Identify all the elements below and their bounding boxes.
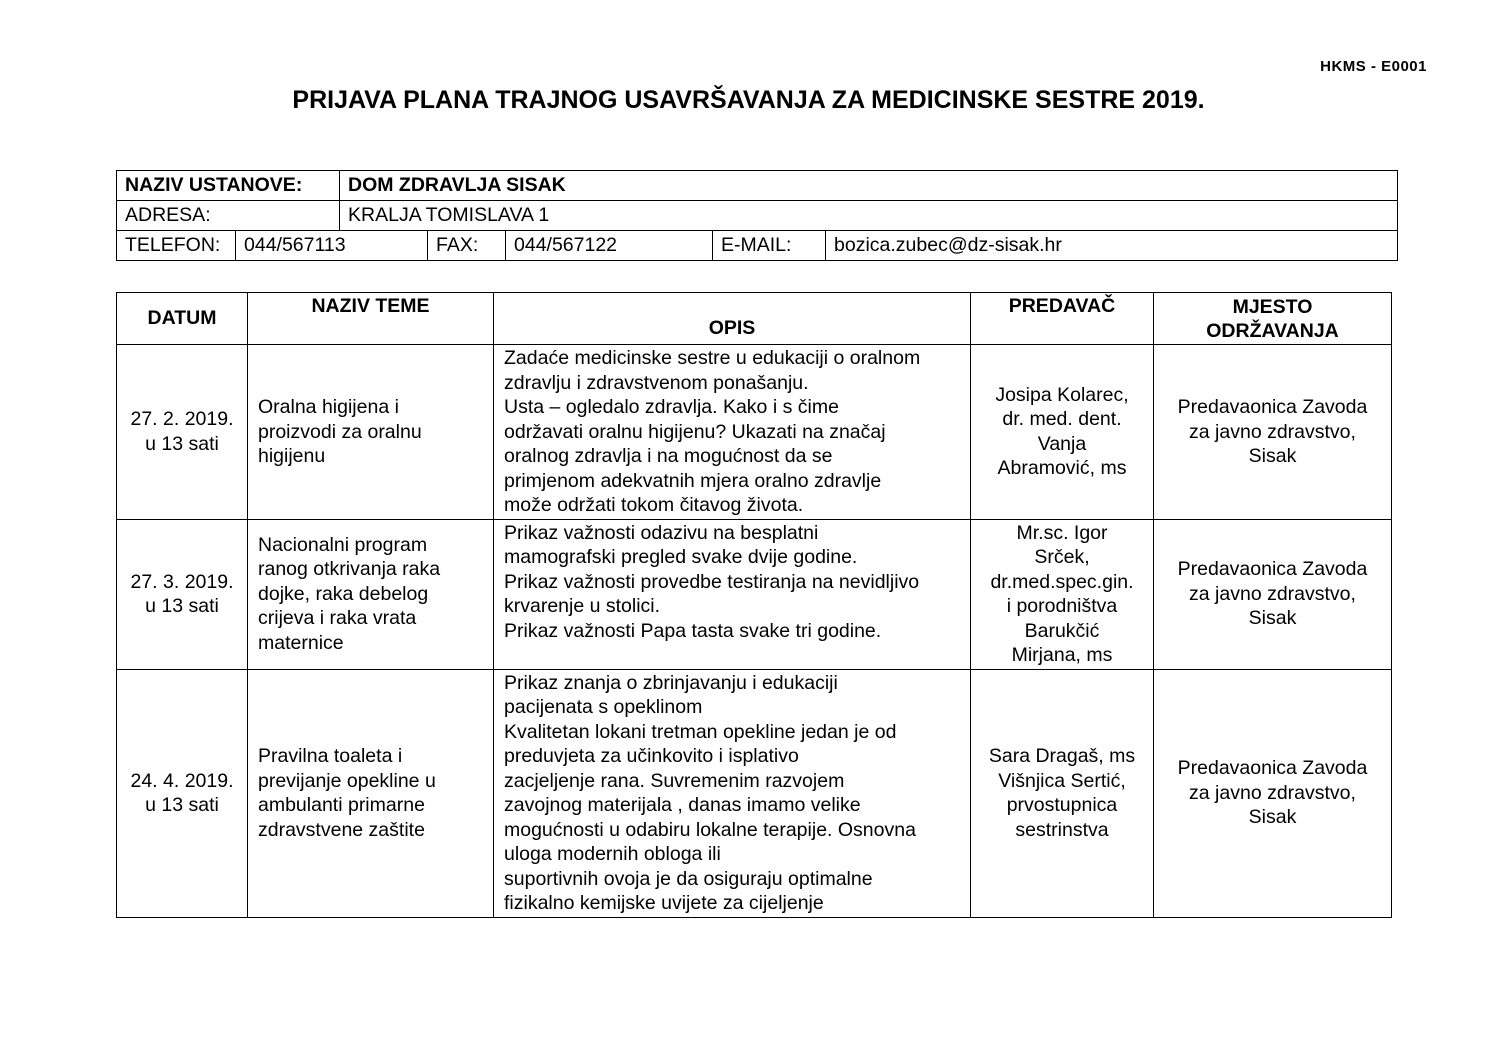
page-title: PRIJAVA PLANA TRAJNOG USAVRŠAVANJA ZA MEDICINSKE SESTRE 2019. [292,86,1205,114]
institution-phone-label: TELEFON: [117,231,236,261]
header-date: DATUM [117,293,248,345]
row-venue: Predavaonica Zavoda za javno zdravstvo, Sisak [1154,669,1392,917]
row-topic: Pravilna toaleta i previjanje opekline u ambulanti primarne zdravstvene zaštite [248,669,494,917]
institution-name-row [117,171,1398,201]
header-description: OPIS [494,293,971,345]
row-date: 27. 2. 2019. u 13 sati [117,345,248,520]
row-description: Zadaće medicinske sestre u edukaciji o oralnom zdravlju i zdravstvenom ponašanju. Usta – ogledalo zdravlja. Kako i s čime održavati oralnu higijenu? Ukazati na značaj oralnog zdravlja i na mogućnost da se primjenom adekvatnih mjera oralno zdravlje može održati tokom čitavog života. [494,345,971,520]
institution-address-row [117,201,1398,231]
institution-address-value: KRALJA TOMISLAVA 1 [340,201,1398,231]
table-row [117,669,1392,917]
row-venue: Predavaonica Zavoda za javno zdravstvo, Sisak [1154,519,1392,669]
education-plan-table [116,292,1392,918]
institution-fax-value: 044/567122 [506,231,713,261]
row-lecturer: Mr.sc. Igor Srček, dr.med.spec.gin. i porodništva Barukčić Mirjana, ms [971,519,1154,669]
table-row [117,519,1392,669]
row-topic: Oralna higijena i proizvodi za oralnu higijenu [248,345,494,520]
row-description: Prikaz važnosti odazivu na besplatni mamografski pregled svake dvije godine. Prikaz važnosti provedbe testiranja na nevidljivo krvarenje u stolici. Prikaz važnosti Papa tasta svake tri godine. [494,519,971,669]
institution-name-label: NAZIV USTANOVE: [117,171,340,201]
institution-phone-value: 044/567113 [236,231,428,261]
form-code: HKMS - E0001 [1320,58,1427,75]
header-lecturer: PREDAVAČ [971,293,1154,345]
institution-name-value: DOM ZDRAVLJA SISAK [340,171,1398,201]
row-date: 27. 3. 2019. u 13 sati [117,519,248,669]
institution-contact-row [117,231,1398,261]
row-lecturer: Josipa Kolarec, dr. med. dent. Vanja Abramović, ms [971,345,1154,520]
institution-address-label: ADRESA: [117,201,340,231]
institution-fax-label: FAX: [428,231,506,261]
institution-email-value: bozica.zubec@dz-sisak.hr [826,231,1398,261]
plan-header-row [117,293,1392,345]
institution-email-label: E-MAIL: [713,231,826,261]
institution-table [116,170,1398,261]
header-venue: MJESTO ODRŽAVANJA [1154,293,1392,345]
row-topic: Nacionalni program ranog otkrivanja raka dojke, raka debelog crijeva i raka vrata maternice [248,519,494,669]
row-venue: Predavaonica Zavoda za javno zdravstvo, Sisak [1154,345,1392,520]
table-row [117,345,1392,520]
row-description: Prikaz znanja o zbrinjavanju i edukaciji pacijenata s opeklinom Kvalitetan lokani tretman opekline jedan je od preduvjeta za učinkovito i isplativo zacjeljenje rana. Suvremenim razvojem zavojnog materijala , danas imamo velike mogućnosti u odabiru lokalne terapije. Osnovna uloga modernih obloga ili suportivnih ovoja je da osiguraju optimalne fizikalno kemijske uvijete za cijeljenje [494,669,971,917]
row-lecturer: Sara Dragaš, ms Višnjica Sertić, prvostupnica sestrinstva [971,669,1154,917]
header-topic: NAZIV TEME [248,293,494,345]
row-date: 24. 4. 2019. u 13 sati [117,669,248,917]
